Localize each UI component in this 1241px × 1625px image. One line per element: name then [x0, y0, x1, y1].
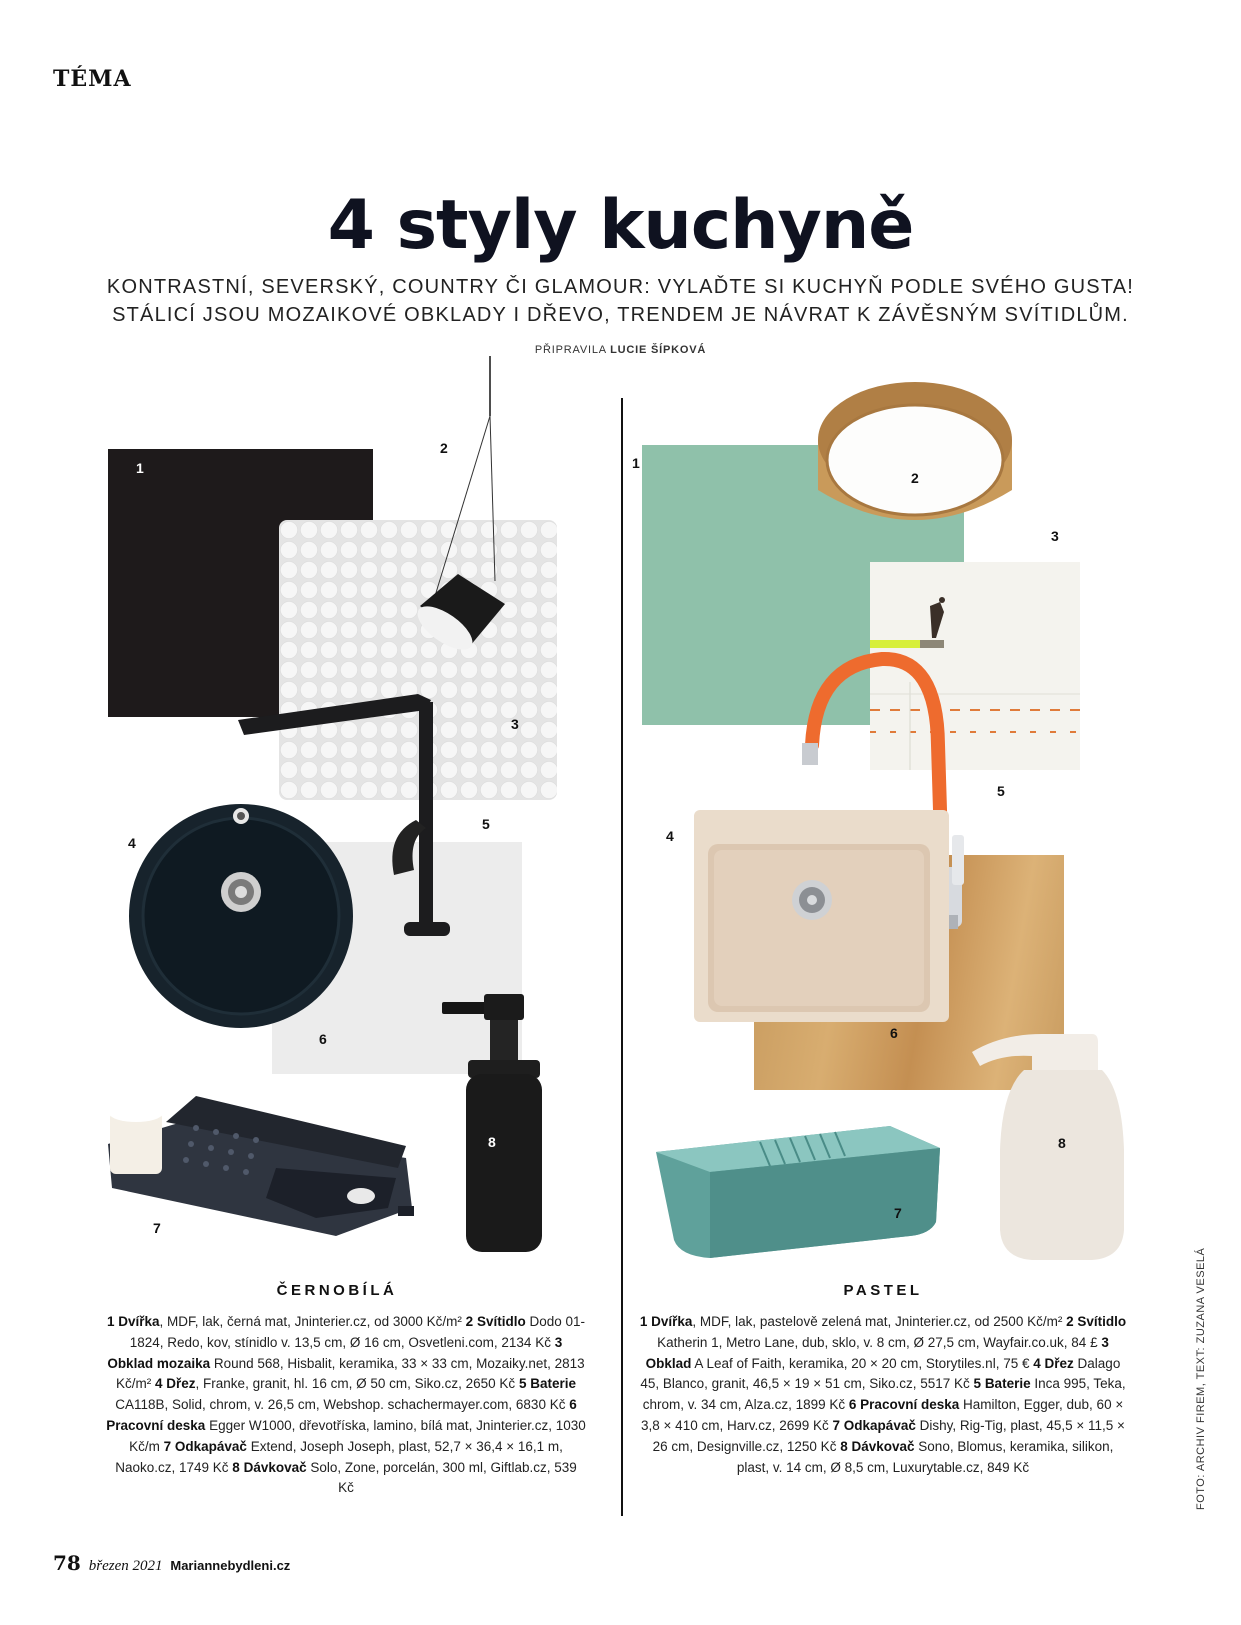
black-dish-rack	[106, 1088, 418, 1238]
right-item-number: 3	[1101, 1334, 1109, 1350]
oak-ceiling-light	[814, 380, 1016, 540]
marker-left-3: 3	[511, 716, 519, 732]
left-item-name: Odkapávač	[174, 1438, 247, 1454]
left-item-name: Dávkovač	[243, 1459, 307, 1475]
page-footer	[53, 1551, 290, 1575]
website-link[interactable]: Mariannebydleni.cz	[170, 1558, 291, 1573]
marker-left-4: 4	[128, 835, 136, 851]
right-item-name: Pracovní deska	[860, 1397, 960, 1413]
right-item-text: , MDF, lak, pastelově zelená mat, Jninterier.cz, od 2500 Kč/m²	[692, 1314, 1063, 1329]
left-item-number: 8	[232, 1459, 240, 1475]
right-column-title: PASTEL	[843, 1282, 923, 1299]
right-item-name: Dřez	[1044, 1355, 1074, 1371]
marker-left-7: 7	[153, 1220, 161, 1236]
right-item-number: 7	[832, 1417, 841, 1433]
right-item-name: Dvířka	[651, 1314, 693, 1329]
right-collage	[622, 0, 1241, 1280]
right-item-text: Hamilton, Egger, dub, 60 × 3,8 × 410 cm, Harv.cz, 2699 Kč	[641, 1397, 1124, 1433]
left-item-text: , MDF, lak, černá mat, Jninterier.cz, od 3000 Kč/m²	[159, 1314, 462, 1329]
marker-left-1: 1	[136, 460, 144, 476]
right-item-number: 6	[848, 1397, 857, 1413]
section-label: TÉMA	[53, 66, 132, 92]
left-item-text: , Franke, granit, hl. 16 cm, Ø 50 cm, Siko.cz, 2650 Kč	[195, 1376, 516, 1392]
right-item-name: Odkapávač	[843, 1417, 916, 1433]
right-item-text: Inca 995, Teka, chrom, v. 34 cm, Alza.cz, 1899 Kč	[642, 1376, 1126, 1413]
marker-right-6: 6	[890, 1025, 898, 1041]
right-description	[638, 1312, 1128, 1478]
left-item-name: Pracovní deska	[106, 1417, 206, 1433]
right-item-number: 5	[973, 1376, 982, 1392]
round-black-sink	[125, 800, 357, 1032]
left-collage	[0, 0, 620, 1280]
black-soap-dispenser	[440, 990, 570, 1260]
marker-right-5: 5	[997, 783, 1005, 799]
marker-right-1: 1	[632, 455, 640, 471]
page-title: 4 styly kuchyně	[327, 186, 914, 265]
left-item-number: 5	[518, 1376, 527, 1392]
right-item-number: 8	[840, 1438, 848, 1454]
left-item-name: Dvířka	[118, 1314, 160, 1329]
right-item-number: 1	[639, 1314, 648, 1329]
marker-right-7: 7	[894, 1205, 902, 1221]
right-item-number: 2	[1066, 1314, 1074, 1329]
left-item-name: Svítidlo	[476, 1314, 526, 1329]
left-item-number: 1	[106, 1314, 115, 1329]
right-item-text: Katherin 1, Metro Lane, dub, sklo, v. 8 cm, Ø 27,5 cm, Wayfair.co.uk, 84 £	[657, 1334, 1098, 1350]
marker-right-3: 3	[1051, 528, 1059, 544]
left-item-text: Extend, Joseph Joseph, plast, 52,7 × 36,4 × 16,1 m, Naoko.cz, 1749 Kč	[115, 1438, 563, 1475]
left-item-number: 2	[465, 1314, 474, 1329]
right-item-text: Dishy, Rig-Tig, plast, 45,5 × 11,5 × 26 cm, Designville.cz, 1250 Kč	[652, 1417, 1125, 1454]
left-item-text: CA118B, Solid, chrom, v. 26,5 cm, Webshop. schachermayer.com, 6830 Kč	[115, 1397, 566, 1413]
left-item-number: 7	[163, 1438, 172, 1454]
photo-text-credit: FOTO: ARCHIV FIREM, TEXT: ZUZANA VESELÁ	[1195, 1247, 1207, 1510]
pendant-lamp	[400, 356, 540, 656]
marker-left-2: 2	[440, 440, 448, 456]
left-column-title: ČERNOBÍLÁ	[276, 1282, 398, 1299]
marker-right-8: 8	[1058, 1135, 1066, 1151]
subtitle-line-2: STÁLICÍ JSOU MOZAIKOVÉ OBKLADY I DŘEVO, TRENDEM JE NÁVRAT K ZÁVĚSNÝM SVÍTIDLŮM.	[112, 304, 1129, 326]
left-item-number: 3	[554, 1334, 563, 1350]
right-item-name: Obklad	[645, 1355, 692, 1371]
left-item-name: Dřez	[166, 1376, 196, 1392]
right-item-name: Svítidlo	[1077, 1314, 1127, 1329]
right-item-text: A Leaf of Faith, keramika, 20 × 20 cm, Storytiles.nl, 75 €	[691, 1355, 1030, 1371]
teal-dish-drainer	[650, 1122, 940, 1262]
credit-label: PŘIPRAVILA	[534, 344, 607, 356]
beige-sink	[694, 810, 949, 1022]
left-item-number: 6	[569, 1397, 577, 1413]
left-item-text: Solo, Zone, porcelán, 300 ml, Giftlab.cz, 539 Kč	[306, 1459, 577, 1496]
marker-left-5: 5	[482, 816, 490, 832]
left-item-number: 4	[155, 1376, 163, 1392]
marker-right-2: 2	[911, 470, 919, 486]
left-item-name: Baterie	[530, 1376, 577, 1392]
credit-name: LUCIE ŠÍPKOVÁ	[610, 344, 707, 356]
marker-left-8: 8	[488, 1134, 496, 1150]
left-item-text: Egger W1000, dřevotříska, lamino, bílá mat, Jninterier.cz, 1030 Kč/m	[129, 1417, 586, 1454]
marker-left-6: 6	[319, 1031, 327, 1047]
left-item-name: Obklad mozaika	[107, 1355, 211, 1371]
issue-date: březen 2021	[88, 1558, 163, 1574]
right-item-text: Dalago 45, Blanco, granit, 46,5 × 19 × 51 cm, Siko.cz, 5517 Kč	[640, 1355, 1121, 1392]
right-item-number: 4	[1033, 1355, 1041, 1371]
left-description	[106, 1312, 586, 1499]
marker-right-4: 4	[666, 828, 674, 844]
subtitle-line-1: KONTRASTNÍ, SEVERSKÝ, COUNTRY ČI GLAMOUR: VYLAĎTE SI KUCHYŇ PODLE SVÉHO GUSTA!	[106, 276, 1135, 298]
right-item-name: Dávkovač	[851, 1438, 915, 1454]
left-item-text: Round 568, Hisbalit, keramika, 33 × 33 cm, Mozaiky.net, 2813 Kč/m²	[115, 1355, 585, 1392]
right-item-name: Baterie	[984, 1376, 1031, 1392]
right-item-text: Sono, Blomus, keramika, silikon, plast, v. 14 cm, Ø 8,5 cm, Luxurytable.cz, 849 Kč	[736, 1438, 1114, 1475]
page-number: 78	[53, 1551, 81, 1575]
left-item-text: Dodo 01-1824, Redo, kov, stínidlo v. 13,5 cm, Ø 16 cm, Osvetleni.com, 2134 Kč	[129, 1314, 586, 1350]
